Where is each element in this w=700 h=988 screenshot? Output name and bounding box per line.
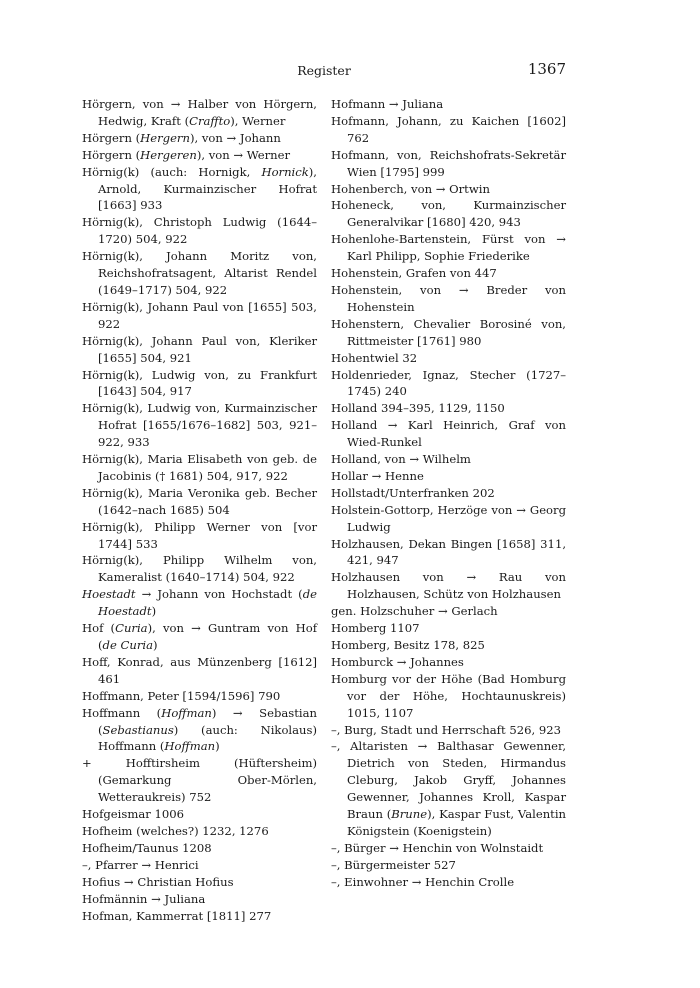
index-entry: Hofman, Kammerrat [1811] 277 xyxy=(82,908,272,923)
index-entry: Hohenstern, Chevalier Borosiné von, Rittmeister [1761] 980 xyxy=(331,316,566,348)
index-entry: Hörnig(k), Maria Elisabeth von geb. de Jacobinis († 1681) 504, 917, 922 xyxy=(82,452,317,483)
index-entry: Hoffmann, Peter [1594/1596] 790 xyxy=(82,688,281,703)
index-entry: Hörnig(k), Maria Veronika geb. Becher (1642–nach 1685) 504 xyxy=(82,485,317,517)
index-entry: Homburg vor der Höhe (Bad Homburg vor der Höhe, Hochtaunuskreis) 1015, 1107 xyxy=(331,671,566,720)
index-entry: Hohenberch, von → Ortwin xyxy=(331,181,490,196)
index-entry: Hohenlohe-Bartenstein, Fürst von → Karl Philipp, Sophie Friederike xyxy=(331,232,566,264)
index-columns xyxy=(82,96,566,924)
index-entry: Hoestadt → Johann von Hochstadt (de Hoestadt) xyxy=(82,587,317,619)
index-entry: Holland → Karl Heinrich, Graf von Wied-Runkel xyxy=(331,418,566,450)
index-entry: Homberg, Besitz 178, 825 xyxy=(331,638,485,652)
index-entry: –, Bürgermeister 527 xyxy=(331,857,456,872)
index-entry: Holland 394–395, 1129, 1150 xyxy=(331,401,505,416)
index-entry: Hörnig(k), Philipp Werner von [vor 1744] 533 xyxy=(82,519,317,551)
index-entry: Hohenstein, von → Breder von Hohenstein xyxy=(331,282,566,314)
index-entry: Hörnig(k), Johann Paul von [1655] 503, 922 xyxy=(82,299,317,331)
index-entry: Hörnig(k), Johann Moritz von, Reichshofratsagent, Altarist Rendel (1649–1717) 504, 922 xyxy=(82,249,317,297)
index-column-right xyxy=(331,96,566,924)
index-entry: Hofheim (welches?) 1232, 1276 xyxy=(82,823,269,838)
index-entry: –, Altaristen → Balthasar Gewenner, Dietrich von Steden, Hirmandus Cleburg, Jakob Gryff, Johannes Gewenner, Johannes Kroll, Kaspar Braun (Brune), Kaspar Fust, Valentin Königstein (Koenigstein) xyxy=(331,739,566,838)
index-entry: Hollar → Henne xyxy=(331,468,424,483)
index-entry: Holland, von → Wilhelm xyxy=(331,452,471,467)
index-entry: Hoffmann (Hoffman) → Sebastian (Sebastianus) (auch: Nikolaus) Hoffmann (Hoffman) xyxy=(82,705,317,754)
index-entry: –, Pfarrer → Henrici xyxy=(82,857,199,872)
index-entry: –, Bürger → Henchin von Wolnstaidt xyxy=(331,840,544,855)
index-entry: Hofmann, von, Reichshofrats-Sekretär Wien [1795] 999 xyxy=(331,147,566,179)
running-head: Register xyxy=(297,63,351,78)
index-entry: Holdenrieder, Ignaz, Stecher (1727–1745) 240 xyxy=(331,367,566,399)
index-entry: Hof (Curia), von → Guntram von Hof (de Curia) xyxy=(82,621,318,652)
index-entry: Hörnig(k), Philipp Wilhelm von, Kameralist (1640–1714) 504, 922 xyxy=(82,553,317,585)
index-entry: Hofius → Christian Hofius xyxy=(82,874,234,889)
index-entry: Hörnig(k), Christoph Ludwig (1644–1720) 504, 922 xyxy=(82,215,317,247)
index-entry: Hörnig(k) (auch: Hornigk, Hornick), Arnold, Kurmainzischer Hofrat [1663] 933 xyxy=(82,164,317,213)
index-entry: Hofheim/Taunus 1208 xyxy=(82,840,212,855)
index-entry: Hofmännin → Juliana xyxy=(82,891,206,906)
index-entry: Holzhausen von → Rau von Holzhausen, Schütz von Holzhausen xyxy=(331,570,566,602)
page-number: 1367 xyxy=(527,60,566,78)
index-entry: + Hofftirsheim (Hüftersheim) (Gemarkung Ober-Mörlen, Wetteraukreis) 752 xyxy=(82,756,317,805)
index-entry: Hofmann → Juliana xyxy=(331,97,444,111)
index-entry: –, Burg, Stadt und Herrschaft 526, 923 xyxy=(331,722,561,737)
index-entry: Homberg 1107 xyxy=(331,621,420,636)
index-entry: Hörnig(k), Ludwig von, zu Frankfurt [1643] 504, 917 xyxy=(82,367,317,399)
index-entry: Hörnig(k), Ludwig von, Kurmainzischer Hofrat [1655/1676–1682] 503, 921–922, 933 xyxy=(82,401,317,450)
index-entry: Hofgeismar 1006 xyxy=(82,807,184,822)
index-entry: Homburck → Johannes xyxy=(331,654,464,669)
index-entry: Hohenstein, Grafen von 447 xyxy=(331,266,497,281)
index-column-left xyxy=(82,96,317,924)
index-entry: Hofmann, Johann, zu Kaichen [1602] 762 xyxy=(331,113,566,145)
index-entry: Hoff, Konrad, aus Münzenberg [1612] 461 xyxy=(82,654,317,686)
index-entry: Hohentwiel 32 xyxy=(331,350,418,365)
index-entry: Hoheneck, von, Kurmainzischer Generalvikar [1680] 420, 943 xyxy=(331,198,566,230)
index-entry: Hörgern (Hergern), von → Johann xyxy=(82,130,281,145)
index-entry: gen. Holzschuher → Gerlach xyxy=(331,604,498,619)
index-entry: –, Einwohner → Henchin Crolle xyxy=(331,874,515,889)
index-entry: Hörgern, von → Halber von Hörgern, Hedwig, Kraft (Craffto), Werner xyxy=(82,97,317,128)
index-entry: Hörnig(k), Johann Paul von, Kleriker [1655] 504, 921 xyxy=(82,333,317,365)
index-entry: Holzhausen, Dekan Bingen [1658] 311, 421, 947 xyxy=(331,536,566,568)
index-entry: Hörgern (Hergeren), von → Werner xyxy=(82,147,291,162)
page-header xyxy=(82,60,566,80)
index-entry: Hollstadt/Unterfranken 202 xyxy=(331,485,495,500)
index-entry: Holstein-Gottorp, Herzöge von → Georg Ludwig xyxy=(331,502,566,534)
